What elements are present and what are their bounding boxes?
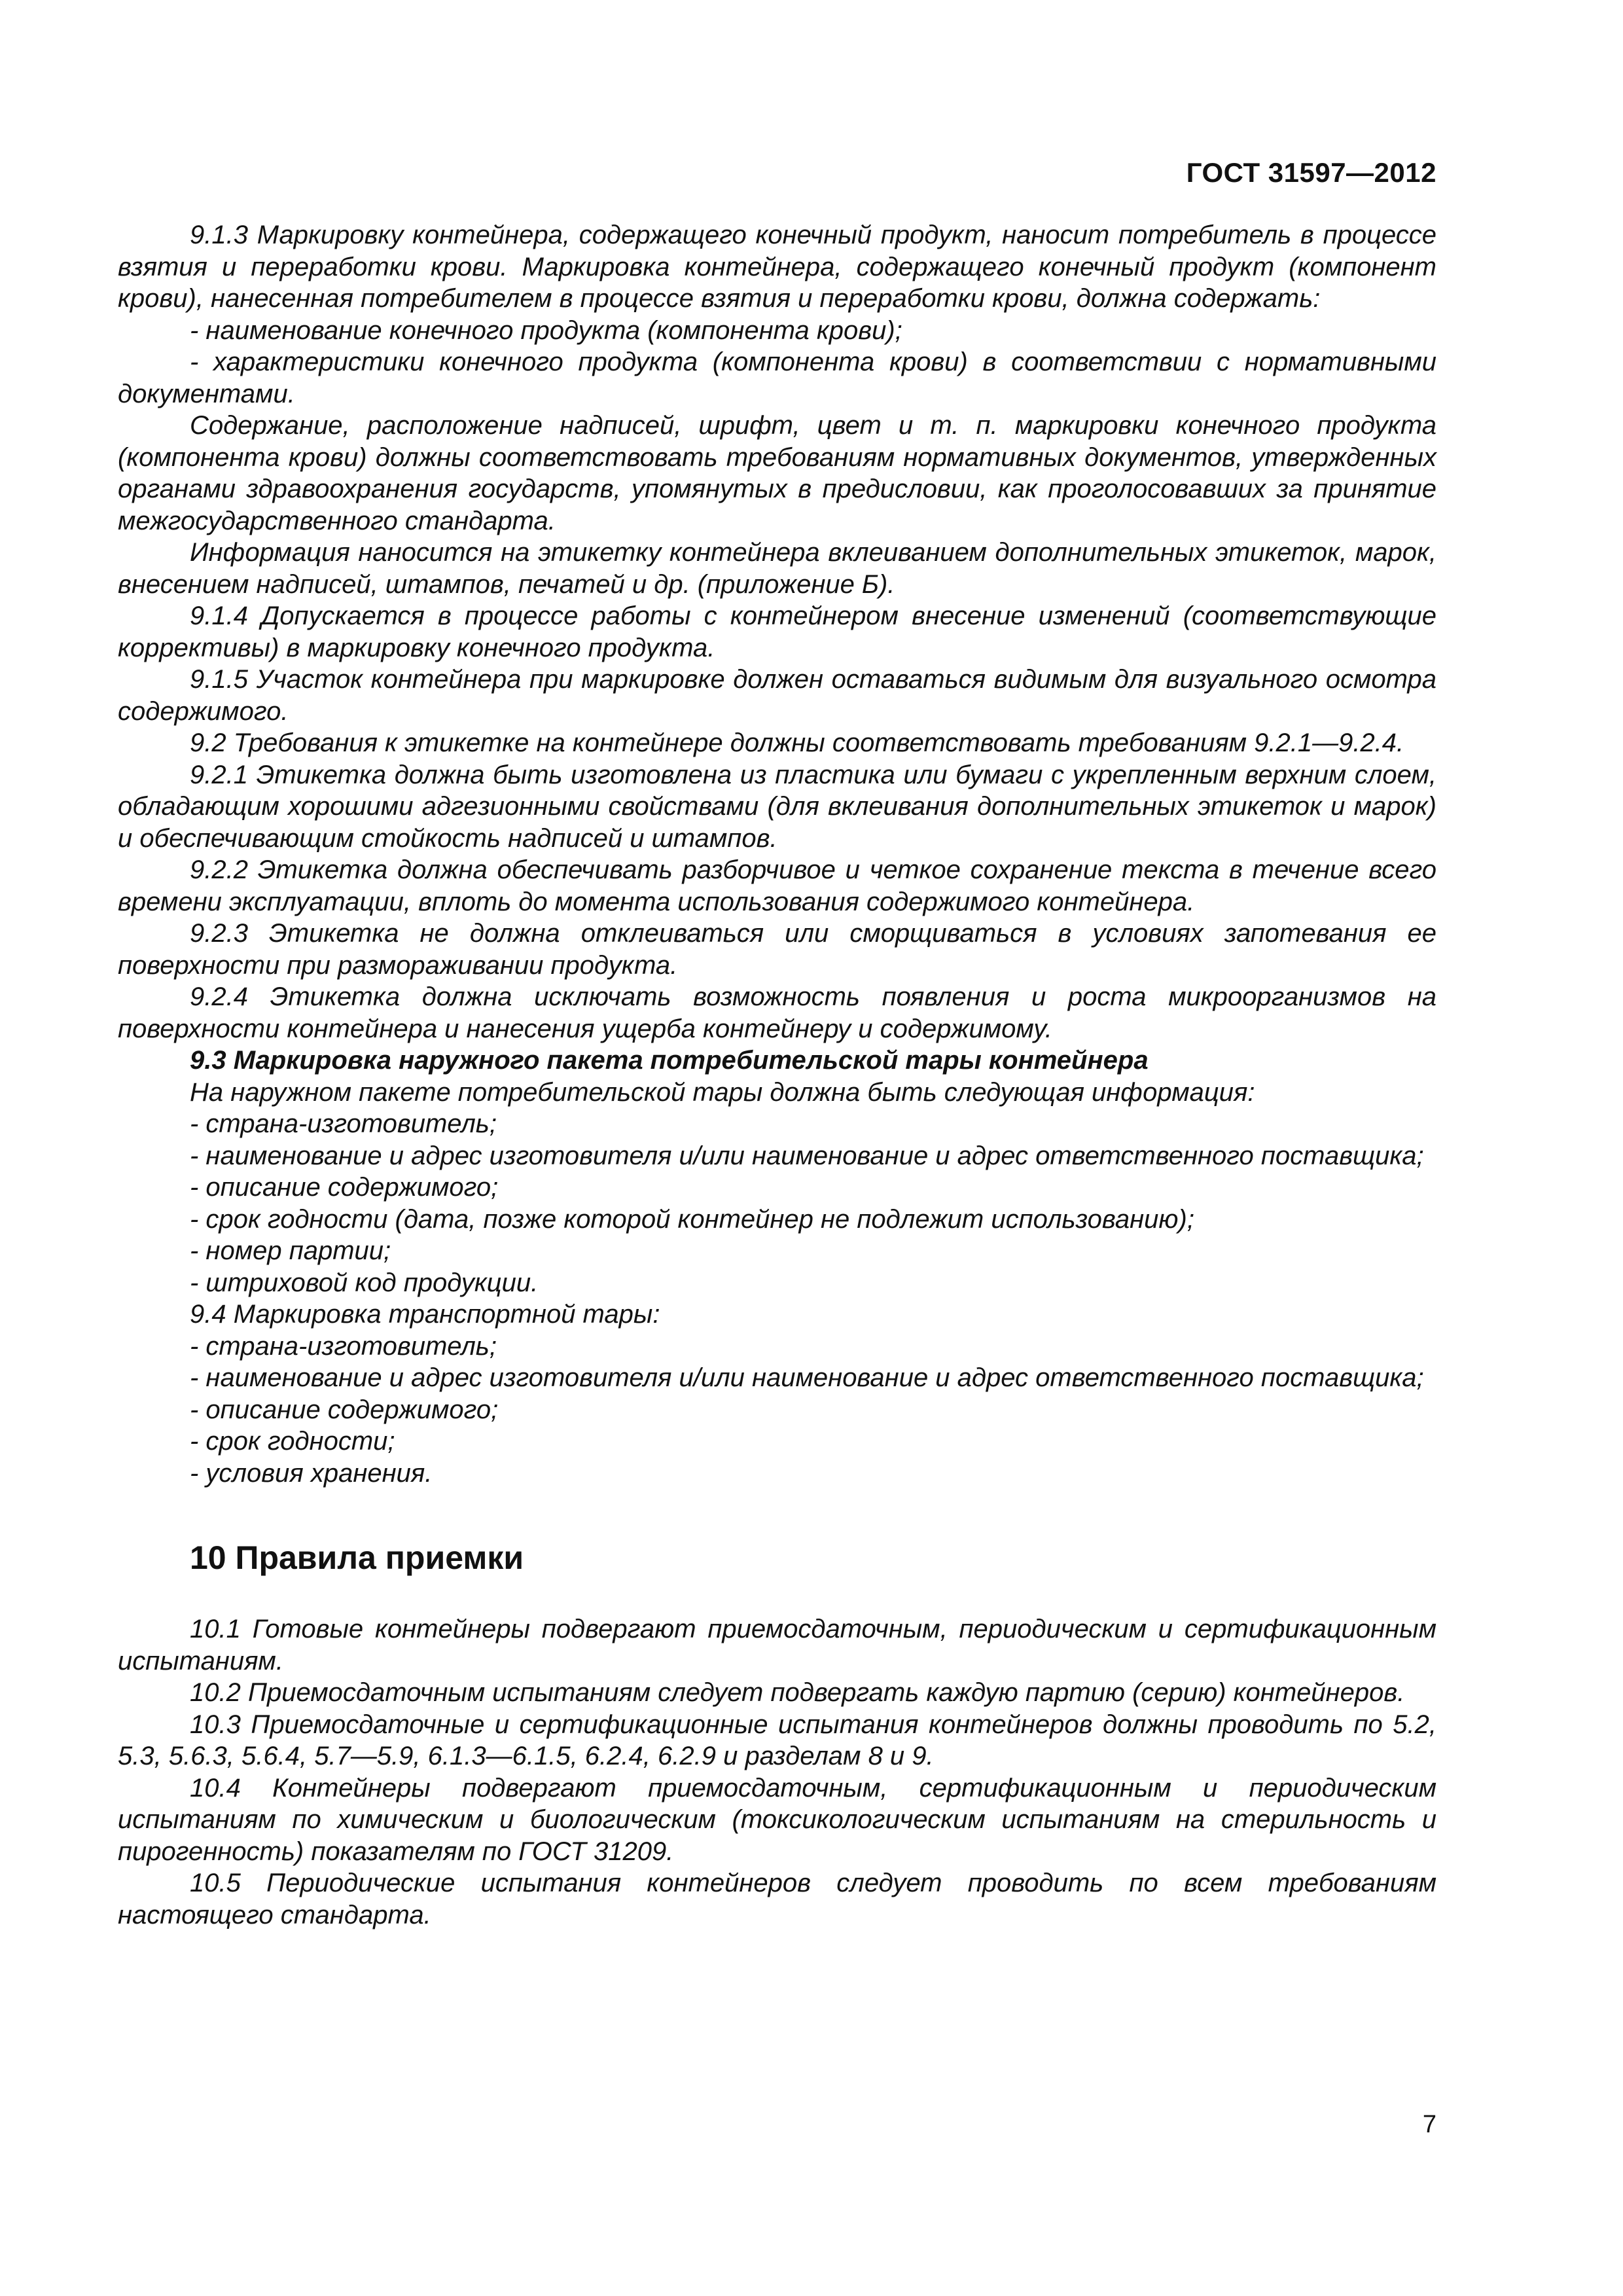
paragraph: На наружном пакете потребительской тары должна быть следующая информация: <box>190 1077 1255 1107</box>
page-number: 7 <box>1422 2111 1436 2138</box>
paragraph: 9.2 Требования к этикетке на контейнере должны соответствовать требованиям 9.2.1—9.2.4. <box>190 728 1404 757</box>
paragraph: 10.3 Приемосдаточные и сертификационные испытания контейнеров должны проводить по 5.2, 5.3, 5.6.3, 5.6.4, 5.7—5.9, 6.1.3—6.1.5, 6.2.4, 6.2.9 и разделам 8 и 9. <box>118 1710 1436 1770</box>
page-content <box>118 219 1436 1931</box>
list-item: - наименование и адрес изготовителя и/или наименование и адрес ответственного поставщика; <box>190 1363 1424 1392</box>
paragraph: 9.1.4 Допускается в процессе работы с контейнером внесение изменений (соответствующие коррективы) в маркировку конечного продукта. <box>118 601 1436 662</box>
paragraph: 10.5 Периодические испытания контейнеров следует проводить по всем требованиям настоящего стандарта. <box>118 1869 1436 1929</box>
paragraph: 10.1 Готовые контейнеры подвергают приемосдаточным, периодическим и сертификационным испытаниям. <box>118 1615 1436 1676</box>
list-item: - наименование и адрес изготовителя и/или наименование и адрес ответственного поставщика; <box>190 1141 1424 1170</box>
paragraph: 9.2.4 Этикетка должна исключать возможность появления и роста микроорганизмов на поверхности контейнера и нанесения ущерба контейнеру и содержимому. <box>118 982 1436 1043</box>
paragraph: Информация наносится на этикетку контейнера вклеиванием дополнительных этикеток, марок, внесением надписей, штампов, печатей и др. (приложение Б). <box>118 538 1436 599</box>
paragraph: 9.2.3 Этикетка не должна отклеиваться или сморщиваться в условиях запотевания ее поверхности при размораживании продукта. <box>118 919 1436 980</box>
paragraph: 9.2.1 Этикетка должна быть изготовлена из пластика или бумаги с укрепленным верхним слоем, обладающим хорошими адгезионными свойствами (для вклеивания дополнительных этикеток и марок) и обеспечивающим стойкость надписей и штампов. <box>118 760 1436 853</box>
list-item: - срок годности; <box>190 1427 395 1456</box>
list-item: - условия хранения. <box>190 1458 433 1488</box>
list-item: - описание содержимого; <box>190 1395 499 1424</box>
paragraph: 9.4 Маркировка транспортной тары: <box>190 1300 660 1329</box>
list-item: - описание содержимого; <box>190 1173 499 1202</box>
paragraph: 9.1.3 Маркировку контейнера, содержащего конечный продукт, наносит потребитель в процессе взятия и переработки крови. Маркировка контейнера, содержащего конечный продукт (компонент крови), нанесенная потребителем в процессе взятия и переработки крови, должна содержать: <box>118 221 1436 313</box>
list-item: - срок годности (дата, позже которой контейнер не подлежит использованию); <box>190 1204 1194 1234</box>
list-item: - характеристики конечного продукта (компонента крови) в соответствии с нормативными документами. <box>118 348 1436 408</box>
list-item: - номер партии; <box>190 1236 391 1265</box>
document-designation: ГОСТ 31597—2012 <box>1186 157 1436 188</box>
paragraph: 9.2.2 Этикетка должна обеспечивать разборчивое и четкое сохранение текста в течение всего времени эксплуатации, вплоть до момента использования содержимого контейнера. <box>118 855 1436 916</box>
subsection-heading: 9.3 Маркировка наружного пакета потребительской тары контейнера <box>190 1046 1149 1075</box>
list-item: - наименование конечного продукта (компонента крови); <box>190 315 902 345</box>
list-item: - страна-изготовитель; <box>190 1109 497 1138</box>
paragraph: 10.2 Приемосдаточным испытаниям следует подвергать каждую партию (серию) контейнеров. <box>190 1678 1405 1707</box>
section-heading: 10 Правила приемки <box>190 1539 524 1576</box>
paragraph: 10.4 Контейнеры подвергают приемосдаточным, сертификационным и периодическим испытаниям по химическим и биологическим (токсикологическим испытаниям на стерильность и пирогенность) показателям по ГОСТ 31209. <box>118 1773 1436 1866</box>
list-item: - штриховой код продукции. <box>190 1268 539 1297</box>
paragraph: Содержание, расположение надписей, шрифт, цвет и т. п. маркировки конечного продукта (компонента крови) должны соответствовать требованиям нормативных документов, утвержденных органами здравоохранения государств, упомянутых в предисловии, как проголосовавших за принятие межгосударственного стандарта. <box>118 411 1436 535</box>
list-item: - страна-изготовитель; <box>190 1331 497 1361</box>
paragraph: 9.1.5 Участок контейнера при маркировке должен оставаться видимым для визуального осмотра содержимого. <box>118 665 1436 726</box>
